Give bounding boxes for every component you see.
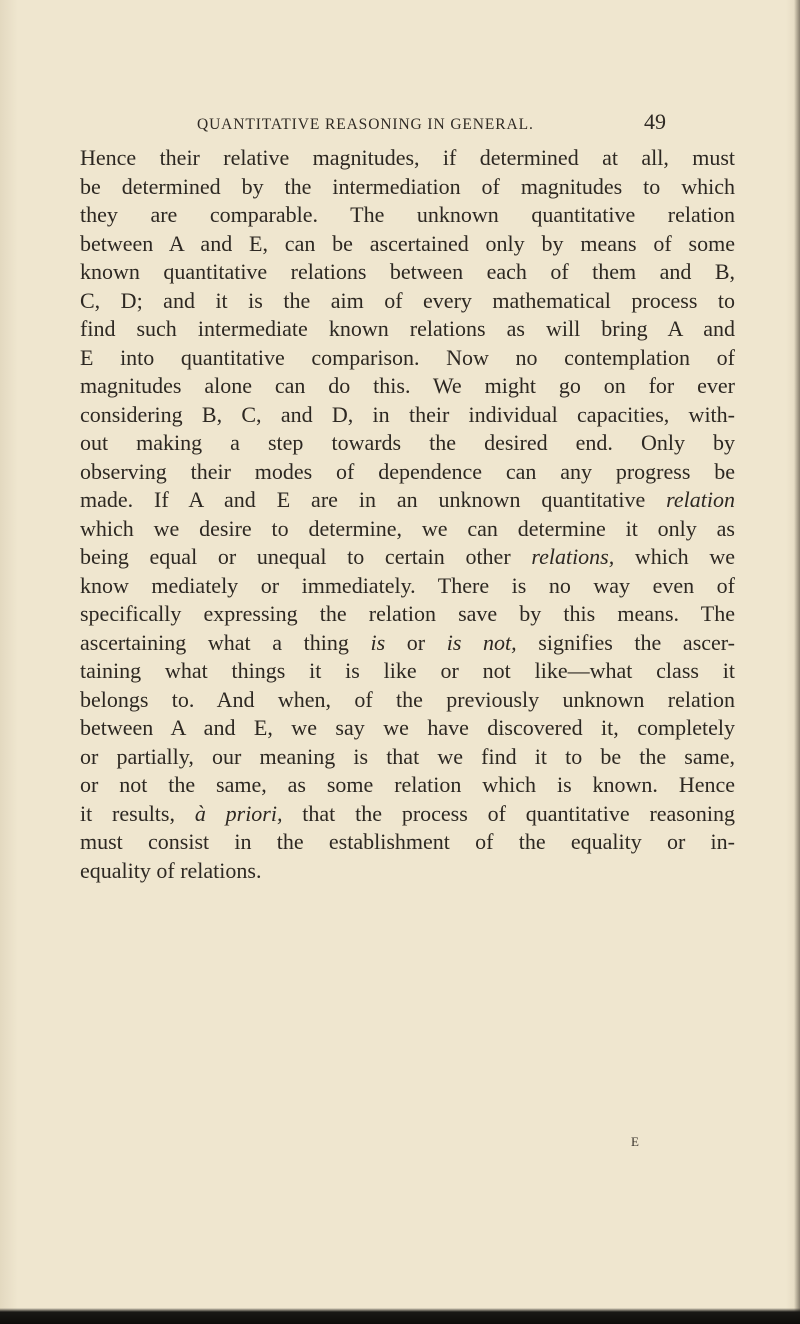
text-segment: ascertaining what a thing: [80, 629, 371, 655]
running-head: QUANTITATIVE REASONING IN GENERAL.: [197, 116, 534, 133]
italic-text: relations,: [531, 544, 615, 569]
text-line: [80, 201, 735, 230]
text-line: [80, 657, 735, 686]
text-line: [80, 429, 735, 458]
page-bottom-edge: [0, 1302, 800, 1324]
text-segment: belongs to. And when, of the previously unknown relation: [80, 686, 735, 712]
text-line: [80, 401, 735, 430]
italic-text: is not,: [446, 629, 517, 655]
text-line: [80, 543, 735, 572]
text-segment: that the process of quantitative reasoning: [282, 800, 735, 826]
page-edge-shadow: [794, 0, 800, 1324]
text-segment: between A and E, we say we have discovered it, completely: [80, 715, 735, 740]
text-segment: E into quantitative comparison. Now no contemplation of: [80, 344, 735, 370]
text-segment: or partially, our meaning is that we find it to be the same,: [80, 743, 735, 769]
text-segment: it results,: [80, 800, 195, 826]
text-segment: known quantitative relations between each of them and B,: [80, 259, 735, 284]
text-line: [80, 828, 735, 857]
text-segment: be determined by the intermediation of magnitudes to which: [80, 173, 735, 199]
text-segment: between A and E, can be ascertained only by means of some: [80, 230, 735, 256]
text-segment: must consist in the establishment of the equality or in-: [80, 829, 735, 854]
text-line: [80, 344, 735, 373]
text-segment: magnitudes alone can do this. We might go on for ever: [80, 373, 735, 398]
italic-text: à priori,: [194, 800, 283, 826]
text-segment: which we: [614, 544, 736, 569]
text-segment: considering B, C, and D, in their individual capacities, with-: [80, 401, 735, 427]
text-line: [80, 857, 735, 886]
text-segment: Hence their relative magnitudes, if determined at all, must: [80, 145, 735, 170]
text-segment: find such intermediate known relations as will bring A and: [80, 316, 735, 341]
text-segment: which we desire to determine, we can determine it only as: [80, 515, 735, 541]
text-segment: out making a step towards the desired end. Only by: [80, 430, 735, 455]
text-segment: made. If A and E are in an unknown quantitative: [80, 487, 667, 512]
text-segment: equality of relations.: [80, 857, 262, 883]
text-line: [80, 572, 735, 601]
text-line: [80, 629, 735, 658]
text-segment: signifies the ascer-: [516, 629, 735, 655]
text-segment: specifically expressing the relation save by this means. The: [80, 601, 735, 626]
text-segment: C, D; and it is the aim of every mathematical process to: [80, 287, 735, 313]
text-line: [80, 173, 735, 202]
text-line: [80, 515, 735, 544]
page-number: 49: [644, 109, 666, 134]
text-segment: observing their modes of dependence can any progress be: [80, 458, 735, 484]
text-segment: taining what things it is like or not like—what class it: [80, 658, 735, 683]
text-line: [80, 743, 735, 772]
text-line: [80, 230, 735, 259]
italic-text: is: [370, 629, 386, 655]
text-line: [80, 686, 735, 715]
text-line: [80, 800, 735, 829]
text-line: [80, 287, 735, 316]
text-line: [80, 458, 735, 487]
text-line: [80, 486, 735, 515]
text-line: [80, 372, 735, 401]
body-text: [80, 144, 735, 885]
text-line: [80, 771, 735, 800]
text-segment: or: [385, 629, 447, 655]
text-line: [80, 315, 735, 344]
text-line: [80, 258, 735, 287]
signature-mark: E: [631, 1134, 640, 1149]
text-line: [80, 144, 735, 173]
text-segment: or not the same, as some relation which is known. Hence: [80, 772, 735, 797]
text-segment: know mediately or immediately. There is no way even of: [80, 572, 735, 598]
text-segment: they are comparable. The unknown quantitative relation: [80, 202, 735, 227]
text-line: [80, 600, 735, 629]
text-segment: being equal or unequal to certain other: [80, 544, 532, 569]
italic-text: relation: [666, 487, 735, 512]
text-line: [80, 714, 735, 743]
